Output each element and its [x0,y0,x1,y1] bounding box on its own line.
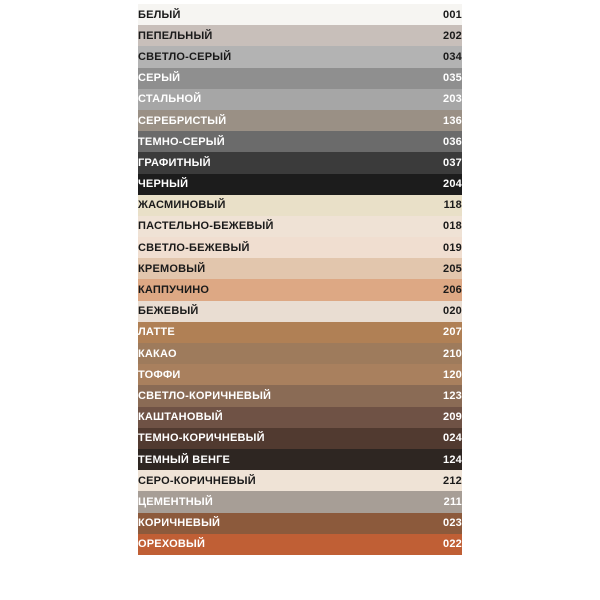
color-code: 207 [443,326,462,339]
table-row [138,174,462,195]
color-code: 202 [443,29,462,42]
color-name: ОРЕХОВЫЙ [138,538,206,551]
color-name: ПЕПЕЛЬНЫЙ [138,29,213,42]
color-name: ЦЕМЕНТНЫЙ [138,495,213,508]
color-code: 205 [443,262,462,275]
color-name: КАШТАНОВЫЙ [138,411,223,424]
color-name: СВЕТЛО-БЕЖЕВЫЙ [138,241,250,254]
color-code: 035 [443,72,462,85]
table-row [138,301,462,322]
color-code: 124 [443,453,462,466]
color-code: 022 [443,538,462,551]
table-row [138,322,462,343]
table-row [138,364,462,385]
color-code: 209 [443,411,462,424]
color-code: 204 [443,178,462,191]
color-name: ЛАТТЕ [138,326,175,339]
color-name: КАКАО [138,347,177,360]
table-row [138,470,462,491]
color-code: 211 [443,495,462,508]
table-row [138,385,462,406]
color-name: БЕЛЫЙ [138,8,181,21]
table-row [138,25,462,46]
color-code: 210 [443,347,462,360]
color-name: ЖАСМИНОВЫЙ [138,199,226,212]
color-name: БЕЖЕВЫЙ [138,305,199,318]
color-name: КАППУЧИНО [138,284,210,297]
color-code: 037 [443,156,462,169]
color-code: 024 [443,432,462,445]
color-code: 136 [443,114,462,127]
color-code: 212 [443,474,462,487]
color-palette-table [138,4,462,555]
table-row [138,4,462,25]
color-code: 034 [443,50,462,63]
color-code: 023 [443,517,462,530]
table-row [138,258,462,279]
color-code: 123 [443,389,462,402]
color-name: ЧЕРНЫЙ [138,178,189,191]
table-row [138,513,462,534]
color-name: СЕРЕБРИСТЫЙ [138,114,227,127]
table-row [138,279,462,300]
color-palette-body [138,4,462,555]
table-row [138,89,462,110]
table-row [138,152,462,173]
color-code: 019 [443,241,462,254]
color-code: 118 [443,199,462,212]
color-name: КРЕМОВЫЙ [138,262,206,275]
table-row [138,110,462,131]
color-name: СВЕТЛО-КОРИЧНЕВЫЙ [138,389,272,402]
table-row [138,237,462,258]
color-name: СЕРО-КОРИЧНЕВЫЙ [138,474,256,487]
color-name: ПАСТЕЛЬНО-БЕЖЕВЫЙ [138,220,274,233]
color-name: ТЕМНЫЙ ВЕНГЕ [138,453,231,466]
color-name: ТЕМНО-СЕРЫЙ [138,135,225,148]
table-row [138,407,462,428]
color-code: 018 [443,220,462,233]
color-code: 001 [443,8,462,21]
table-row [138,343,462,364]
color-name: ТЕМНО-КОРИЧНЕВЫЙ [138,432,265,445]
table-row [138,534,462,555]
table-row [138,449,462,470]
color-name: ТОФФИ [138,368,181,381]
color-name: СЕРЫЙ [138,72,181,85]
color-name: КОРИЧНЕВЫЙ [138,517,221,530]
table-row [138,195,462,216]
color-code: 020 [443,305,462,318]
color-code: 203 [443,93,462,106]
color-code: 120 [443,368,462,381]
table-row [138,46,462,67]
table-row [138,131,462,152]
color-name: ГРАФИТНЫЙ [138,156,211,169]
table-row [138,491,462,512]
table-row [138,68,462,89]
table-row [138,216,462,237]
table-row [138,428,462,449]
color-code: 036 [443,135,462,148]
color-code: 206 [443,284,462,297]
color-name: СТАЛЬНОЙ [138,93,202,106]
color-name: СВЕТЛО-СЕРЫЙ [138,50,232,63]
